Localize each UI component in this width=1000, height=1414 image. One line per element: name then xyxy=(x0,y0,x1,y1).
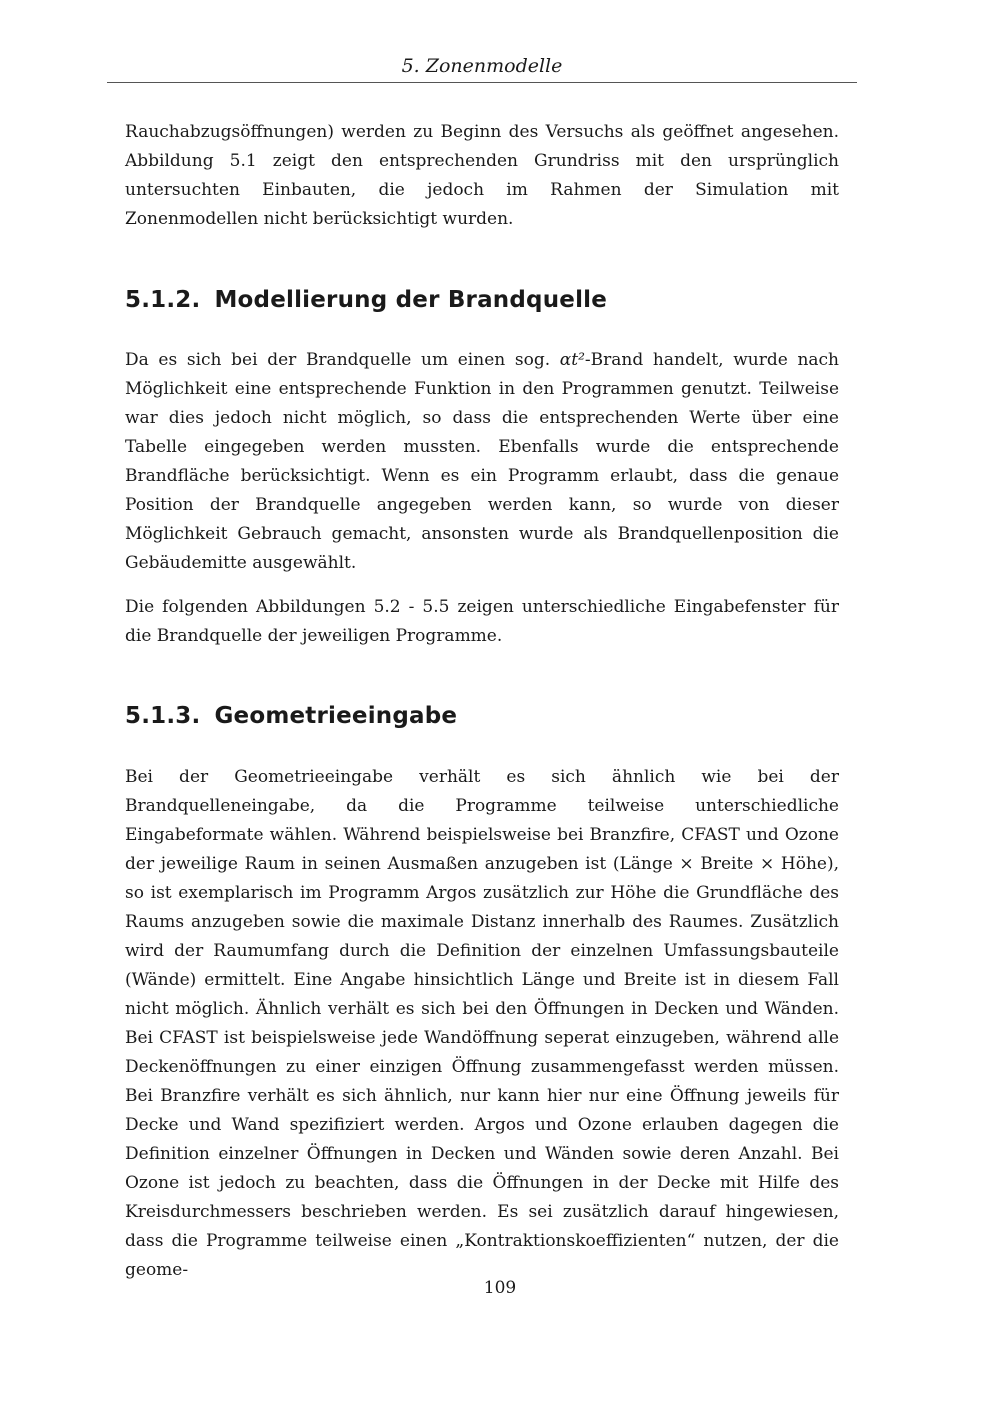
paragraph-text-rest: -Brand handelt, wurde nach Möglichkeit eine entsprechende Funktion in den Programmen genutzt. Teilweise war dies jedoch nicht möglich, so dass die entsprechenden Werte über eine Tabelle eingegeben werden mussten. Ebenfalls wurde die entsprechende Brandfläche berücksichtigt. Wenn es ein Programm erlaubt, dass die genaue Position der Brandquelle angegeben werden kann, so wurde von dieser Möglichkeit Gebrauch gemacht, ansonsten wurde als Brandquellenposition die Gebäudemitte ausgewählt. xyxy=(125,350,840,573)
paragraph-fire-source xyxy=(125,346,839,578)
paragraph-intro: Rauchabzugsöffnungen) werden zu Beginn des Versuchs als geöffnet angesehen. Abbildung 5.1 zeigt den entsprechenden Grundriss mit den ursprünglich untersuchten Einbauten, die jedoch im Rahmen der Simulation mit Zonenmodellen nicht berücksichtigt wurden. xyxy=(125,122,839,229)
math-alpha-t-squared: αt² xyxy=(559,350,585,370)
running-title: 5. Zonenmodelle xyxy=(401,55,563,77)
section-heading-5-1-2 xyxy=(125,287,839,313)
section-heading-5-1-3 xyxy=(125,703,839,729)
section-number: 5.1.2. xyxy=(125,287,201,313)
page-number: 109 xyxy=(483,1278,517,1298)
running-header xyxy=(107,52,857,83)
paragraph-text-start: Da es sich bei der Brandquelle um einen sog. xyxy=(125,350,551,370)
section-number: 5.1.3. xyxy=(125,703,201,729)
section-title: Modellierung der Brandquelle xyxy=(214,287,608,313)
page-body xyxy=(125,118,839,1285)
paragraph-figures-reference: Die folgenden Abbildungen 5.2 - 5.5 zeigen unterschiedliche Eingabefenster für die Brandquelle der jeweiligen Programme. xyxy=(125,597,839,646)
section-title: Geometrieeingabe xyxy=(214,703,458,729)
paragraph-geometry-input: Bei der Geometrieeingabe verhält es sich ähnlich wie bei der Brandquelleneingabe, da die Programme teilweise unterschiedliche Eingabeformate wählen. Während beispielsweise bei Branzfire, CFAST und Ozone der jeweilige Raum in seinen Ausmaßen anzugeben ist (Länge × Breite × Höhe), so ist exemplarisch im Programm Argos zusätzlich zur Höhe die Grundfläche des Raums anzugeben sowie die maximale Distanz innerhalb des Raumes. Zusätzlich wird der Raumumfang durch die Definition der einzelnen Umfassungsbauteile (Wände) ermittelt. Eine Angabe hinsichtlich Länge und Breite ist in diesem Fall nicht möglich. Ähnlich verhält es sich bei den Öffnungen in Decken und Wänden. Bei CFAST ist beispielsweise jede Wandöffnung seperat einzugeben, während alle Deckenöffnungen zu einer einzigen Öffnung zusammengefasst werden müssen. Bei Branzfire verhält es sich ähnlich, nur kann hier nur eine Öffnung jeweils für Decke und Wand spezifiziert werden. Argos und Ozone erlauben dagegen die Definition einzelner Öffnungen in Decken und Wänden sowie deren Anzahl. Bei Ozone ist jedoch zu beachten, dass die Öffnungen in der Decke mit Hilfe des Kreisdurchmessers beschrieben werden. Es sei zusätzlich darauf hingewiesen, dass die Programme teilweise einen „Kontraktionskoeffizienten“ nutzen, der die geome- xyxy=(125,767,839,1280)
